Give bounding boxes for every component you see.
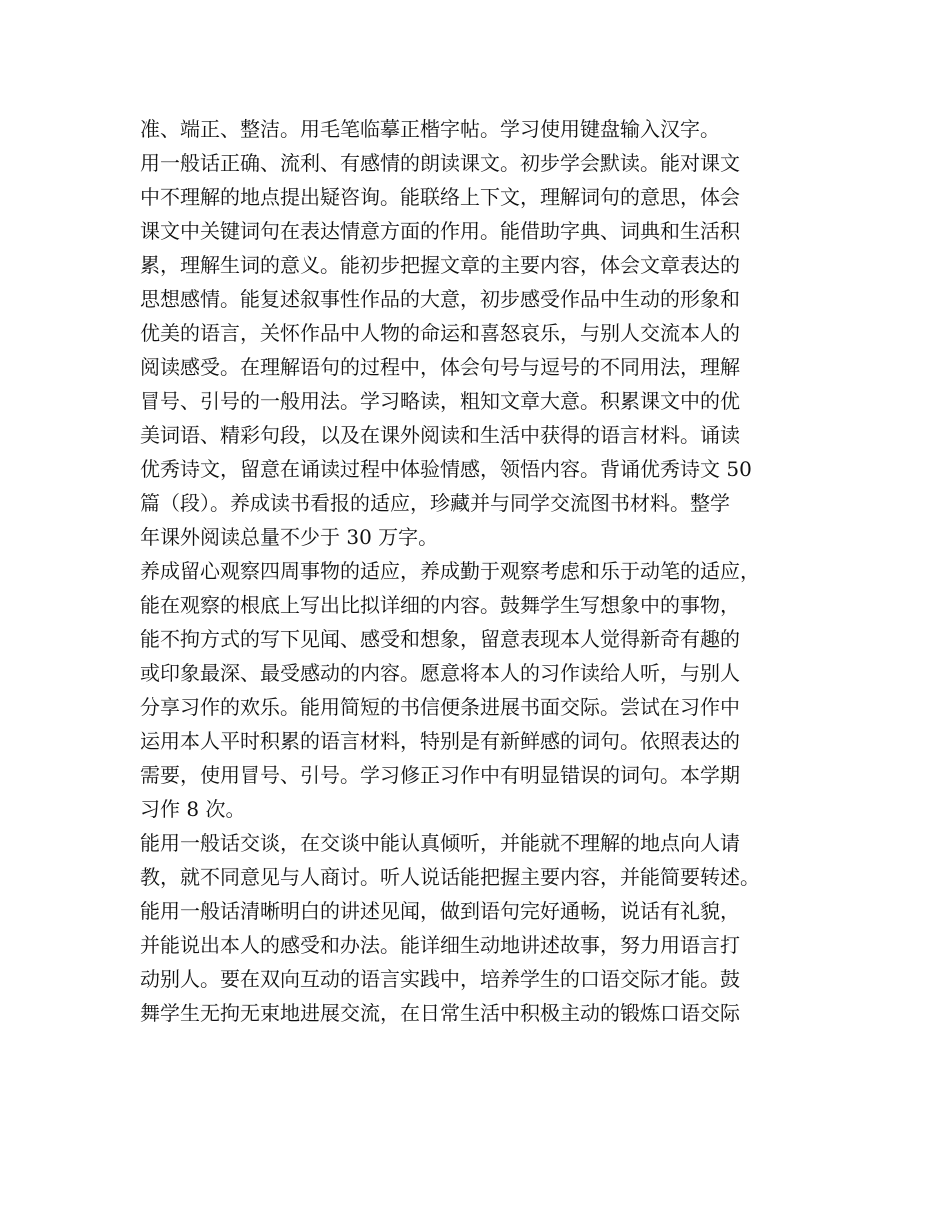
text-line: 累，理解生词的意义。能初步把握文章的主要内容，体会文章表达的 [140, 253, 740, 277]
text-line: 准、端正、整洁。用毛笔临摹正楷字帖。学习使用键盘输入汉字。 [140, 117, 720, 141]
text-line: 思想感情。能复述叙事性作品的大意，初步感受作品中生动的形象和 [140, 287, 740, 311]
text-line: 养成留心观察四周事物的适应，养成勤于观察考虑和乐于动笔的适应， [140, 559, 760, 583]
text-line: 能用一般话交谈，在交谈中能认真倾听，并能就不理解的地点向人请 [140, 831, 740, 855]
text-line: 舞学生无拘无束地进展交流，在日常生活中积极主动的锻炼口语交际 [140, 1001, 740, 1025]
text-line: 年课外阅读总量不少于 30 万字。 [140, 525, 439, 549]
text-line: 能不拘方式的写下见闻、感受和想象，留意表现本人觉得新奇有趣的 [140, 627, 740, 651]
text-line: 动别人。要在双向互动的语言实践中，培养学生的口语交际才能。鼓 [140, 967, 740, 991]
text-line: 分享习作的欢乐。能用简短的书信便条进展书面交际。尝试在习作中 [140, 695, 740, 719]
text-line: 能用一般话清晰明白的讲述见闻，做到语句完好通畅，说话有礼貌， [140, 899, 740, 923]
text-line: 运用本人平时积累的语言材料，特别是有新鲜感的词句。依照表达的 [140, 729, 740, 753]
text-line: 中不理解的地点提出疑咨询。能联络上下文，理解词句的意思，体会 [140, 185, 740, 209]
text-line: 需要，使用冒号、引号。学习修正习作中有明显错误的词句。本学期 [140, 763, 740, 787]
text-line: 篇（段）。养成读书看报的适应，珍藏并与同学交流图书材料。整学 [140, 491, 730, 515]
text-line: 优美的语言，关怀作品中人物的命运和喜怒哀乐，与别人交流本人的 [140, 321, 740, 345]
text-line: 优秀诗文，留意在诵读过程中体验情感，领悟内容。背诵优秀诗文 50 [140, 457, 752, 481]
text-line: 或印象最深、最受感动的内容。愿意将本人的习作读给人听，与别人 [140, 661, 740, 685]
text-line: 冒号、引号的一般用法。学习略读，粗知文章大意。积累课文中的优 [140, 389, 740, 413]
text-line: 课文中关键词句在表达情意方面的作用。能借助字典、词典和生活积 [140, 219, 740, 243]
text-line: 能在观察的根底上写出比拟详细的内容。鼓舞学生写想象中的事物， [140, 593, 740, 617]
text-line: 美词语、精彩句段，以及在课外阅读和生活中获得的语言材料。诵读 [140, 423, 740, 447]
text-line: 用一般话正确、流利、有感情的朗读课文。初步学会默读。能对课文 [140, 151, 740, 175]
text-line: 阅读感受。在理解语句的过程中，体会句号与逗号的不同用法，理解 [140, 355, 740, 379]
text-line: 习作 8 次。 [140, 797, 246, 821]
text-line: 并能说出本人的感受和办法。能详细生动地讲述故事，努力用语言打 [140, 933, 740, 957]
body-text [140, 112, 840, 1030]
text-line: 教，就不同意见与人商讨。听人说话能把握主要内容，并能简要转述。 [140, 865, 760, 889]
